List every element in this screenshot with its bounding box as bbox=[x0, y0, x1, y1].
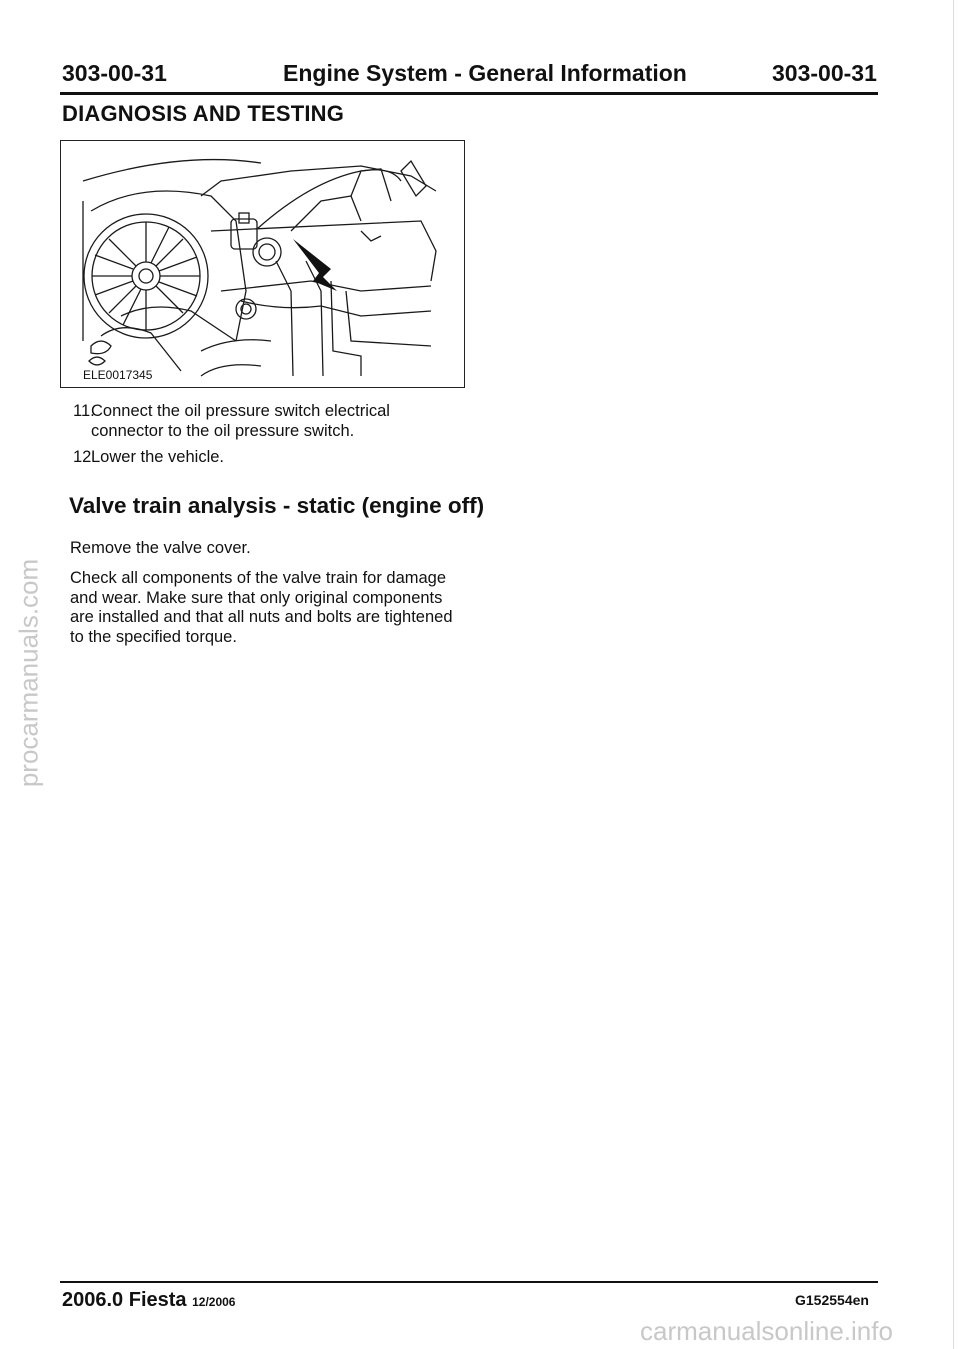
header-rule bbox=[60, 92, 878, 95]
step-11 bbox=[73, 401, 390, 441]
footer-model bbox=[62, 1289, 235, 1312]
engine-illustration bbox=[60, 140, 465, 388]
step-number: 11. bbox=[73, 402, 95, 420]
figure-label: ELE0017345 bbox=[83, 368, 153, 382]
footer-code: G152554en bbox=[795, 1292, 869, 1308]
paragraph: Remove the valve cover. bbox=[70, 539, 251, 557]
step-number: 12 bbox=[73, 448, 92, 466]
footer-date: 12/2006 bbox=[192, 1295, 236, 1309]
page-number-left: 303-00-31 bbox=[62, 60, 167, 86]
step-text-line1: Connect the oil pressure switch electrical bbox=[91, 402, 390, 420]
page-edge bbox=[953, 0, 954, 1349]
bottom-watermark: carmanualsonline.info bbox=[640, 1316, 893, 1346]
footer-rule bbox=[60, 1281, 878, 1283]
page-header-title: Engine System - General Information bbox=[283, 60, 687, 86]
paragraph: Check all components of the valve train for damage and wear. Make sure that only original components are installed and that all nuts and bolts are tightened to the specified torque. bbox=[70, 569, 453, 646]
page-number-right: 303-00-31 bbox=[772, 60, 877, 86]
step-text-line1: Lower the vehicle. bbox=[91, 448, 224, 466]
section-title: DIAGNOSIS AND TESTING bbox=[62, 101, 345, 126]
footer-model-name: 2006.0 Fiesta bbox=[62, 1289, 187, 1311]
step-12 bbox=[73, 447, 224, 467]
side-watermark-text: procarmanuals.com bbox=[13, 558, 44, 788]
oil-pressure-switch-drawing bbox=[61, 141, 465, 388]
subheading: Valve train analysis - static (engine off) bbox=[69, 493, 485, 518]
step-text-line2: connector to the oil pressure switch. bbox=[91, 422, 355, 440]
side-watermark bbox=[13, 558, 44, 788]
